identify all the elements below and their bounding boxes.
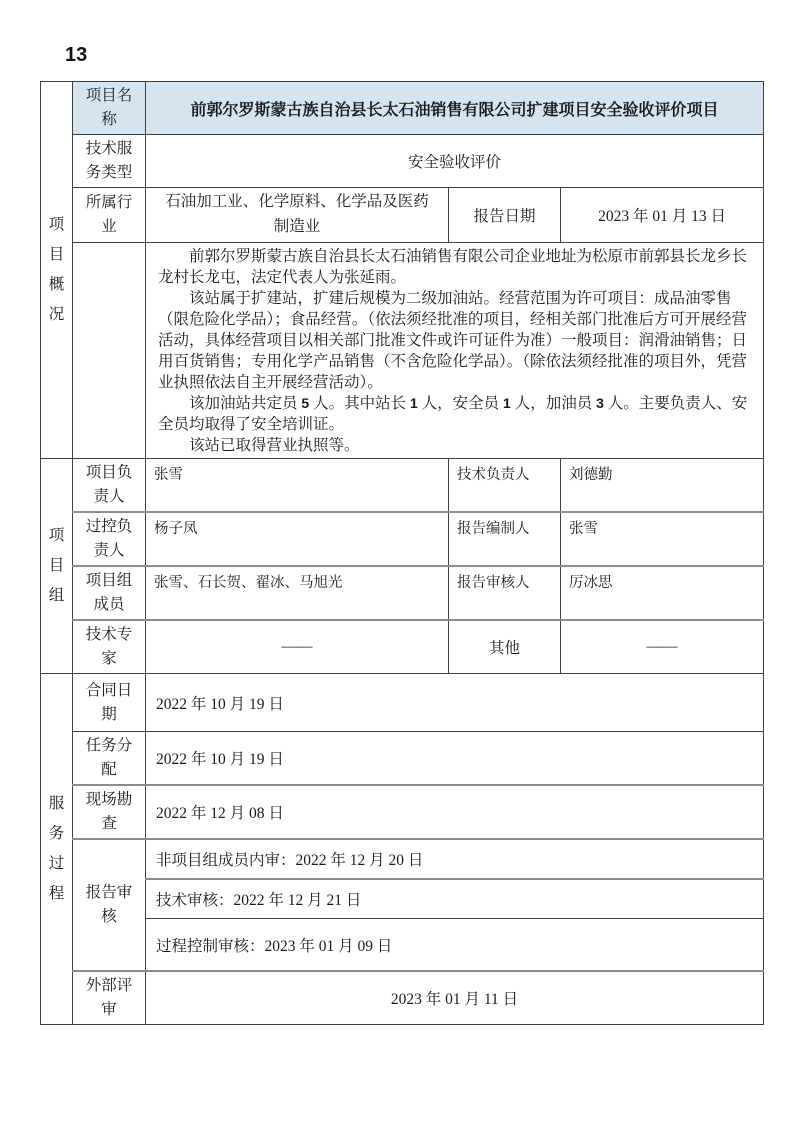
site-survey-label: 现场勘查 bbox=[73, 785, 146, 839]
task-assignment-label: 任务分配 bbox=[73, 732, 146, 786]
team-members-label: 项目组成员 bbox=[73, 566, 146, 620]
overview-paragraph: 该站已取得营业执照等。 bbox=[189, 437, 360, 455]
site-survey-value: 2022 年 12 月 08 日 bbox=[146, 785, 764, 839]
report-date-value: 2023 年 01 月 13 日 bbox=[561, 188, 764, 243]
project-lead-label: 项目负责人 bbox=[73, 459, 146, 513]
project-name-value: 前郭尔罗斯蒙古族自治县长太石油销售有限公司扩建项目安全验收评价项目 bbox=[146, 82, 764, 135]
report-review-technical: 技术审核：2022 年 12 月 21 日 bbox=[146, 879, 764, 918]
external-review-label: 外部评审 bbox=[73, 971, 146, 1025]
report-review-internal: 非项目组成员内审：2022 年 12 月 20 日 bbox=[146, 839, 764, 879]
tech-expert-value: —— bbox=[146, 620, 449, 674]
report-writer-value: 张雪 bbox=[561, 512, 764, 566]
contract-date-value: 2022 年 10 月 19 日 bbox=[146, 674, 764, 732]
tech-lead-value: 刘德勤 bbox=[561, 459, 764, 513]
process-control-lead-value: 杨子凤 bbox=[146, 512, 449, 566]
report-writer-label: 报告编制人 bbox=[449, 512, 561, 566]
other-value: —— bbox=[561, 620, 764, 674]
contract-date-label: 合同日期 bbox=[73, 674, 146, 732]
overview-paragraph: 前郭尔罗斯蒙古族自治县长太石油销售有限公司企业地址为松原市前郭县长龙乡长龙村长龙屯，法定代表人为张延雨。 bbox=[158, 248, 748, 287]
service-type-value: 安全验收评价 bbox=[146, 135, 764, 188]
report-reviewer-value: 厉冰思 bbox=[561, 566, 764, 620]
overview-empty-label-cell bbox=[73, 243, 146, 459]
overview-paragraph: 该站属于扩建站，扩建后规模为二级加油站。经营范围为许可项目：成品油零售（限危险化学品）；食品经营。（依法须经批准的项目，经相关部门批准后方可开展经营活动，具体经营项目以相关部门批准文件或许可证件为准）一般项目：润滑油销售；日用百货销售；专用化学产品销售（不含危险化学品）。（除依法须经批准的项目外，凭营业执照依法自主开展经营活动）。 bbox=[158, 290, 748, 392]
service-type-label: 技术服务类型 bbox=[73, 135, 146, 188]
overview-paragraph: 该加油站共定员 5 人。其中站长 1 人，安全员 1 人，加油员 3 人。主要负责人、安全员均取得了安全培训证。 bbox=[158, 395, 748, 434]
team-members-value: 张雪、石长贺、翟冰、马旭光 bbox=[146, 566, 449, 620]
section-label-process: 服务过程 bbox=[41, 674, 73, 1025]
section-label-team: 项目组 bbox=[41, 459, 73, 674]
tech-expert-label: 技术专家 bbox=[73, 620, 146, 674]
tech-lead-label: 技术负责人 bbox=[449, 459, 561, 513]
industry-value: 石油加工业、化学原料、化学品及医药制造业 bbox=[146, 188, 449, 243]
project-info-table bbox=[40, 81, 764, 1025]
process-control-lead-label: 过控负责人 bbox=[73, 512, 146, 566]
task-assignment-value: 2022 年 10 月 19 日 bbox=[146, 732, 764, 786]
other-label: 其他 bbox=[449, 620, 561, 674]
section-label-overview: 项目概况 bbox=[41, 82, 73, 459]
report-date-label: 报告日期 bbox=[449, 188, 561, 243]
overview-description bbox=[146, 243, 764, 459]
report-review-label: 报告审核 bbox=[73, 839, 146, 971]
industry-label: 所属行业 bbox=[73, 188, 146, 243]
project-name-label: 项目名称 bbox=[73, 82, 146, 135]
report-reviewer-label: 报告审核人 bbox=[449, 566, 561, 620]
page-number: 13 bbox=[65, 44, 88, 66]
project-lead-value: 张雪 bbox=[146, 459, 449, 513]
report-review-process-control: 过程控制审核：2023 年 01 月 09 日 bbox=[146, 918, 764, 971]
external-review-value: 2023 年 01 月 11 日 bbox=[146, 971, 764, 1025]
